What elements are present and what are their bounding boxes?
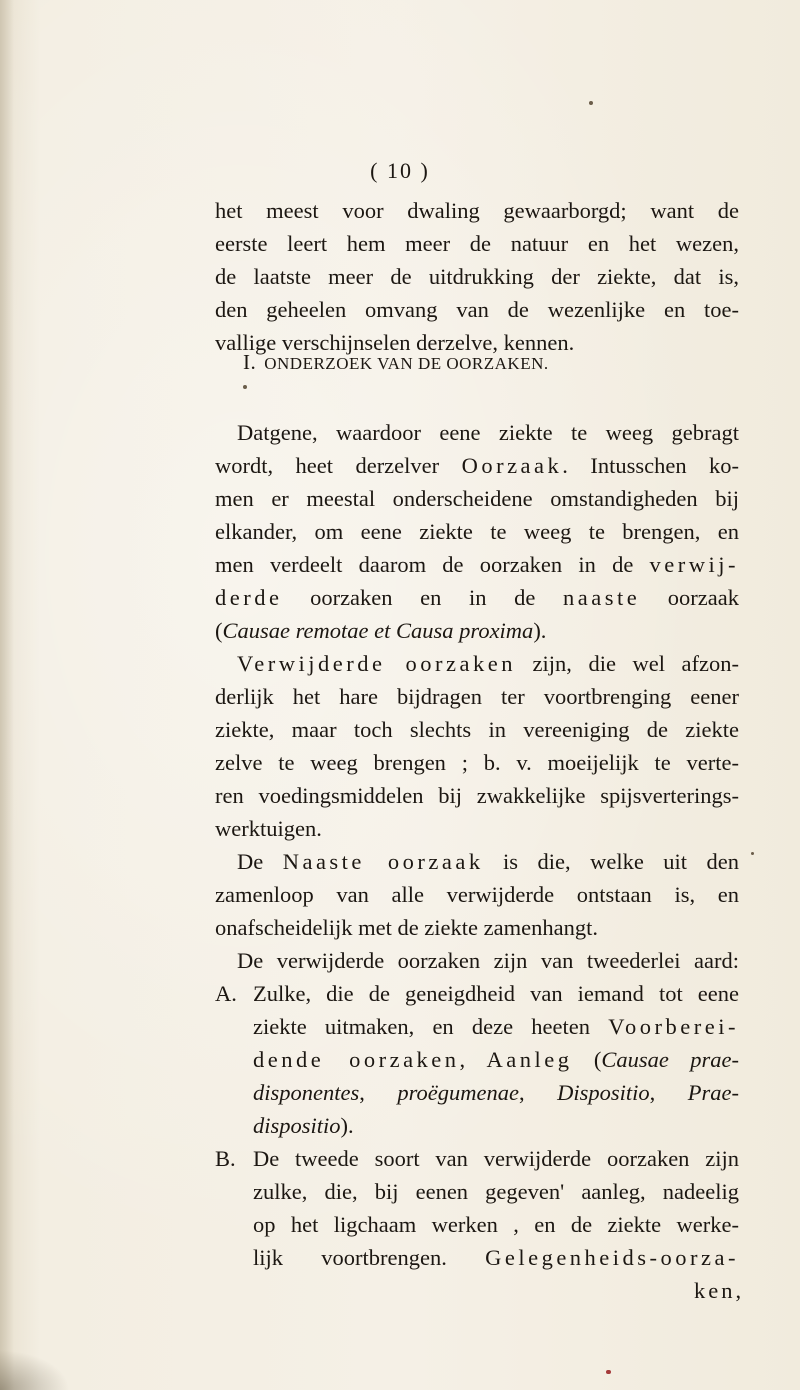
text-line: ziekte, maar toch slechts in vereeniging de ziekte (215, 717, 739, 742)
term-verwijderde-oorzaken: Verwijderde oorzaken (237, 651, 516, 676)
text-line: wordt, heet derzelver Oorzaak. Intusschen ko- (215, 453, 739, 478)
section-number: I. (243, 350, 257, 374)
text-line: den geheelen omvang van de wezenlijke en toe- (215, 297, 739, 322)
text-line: Datgene, waardoor eene ziekte te weeg gebragt (237, 420, 739, 445)
text-line: werktuigen. (215, 816, 322, 841)
text-line: lijk voortbrengen. Gelegenheids-oorza- (253, 1245, 739, 1270)
paper-speck (243, 385, 247, 389)
text-line: elkander, om eene ziekte te weeg te brengen, en (215, 519, 739, 544)
item-label-b: B. (215, 1146, 236, 1171)
text-line: op het ligchaam werken , en de ziekte werke- (253, 1212, 739, 1237)
catchword: ken, (694, 1278, 745, 1303)
text-line: derlijk het hare bijdragen ter voortbrenging eener (215, 684, 739, 709)
paper-speck (589, 101, 593, 105)
page-number: ( 10 ) (370, 158, 430, 183)
text-line: onafscheidelijk met de ziekte zamenhangt. (215, 915, 598, 940)
text-line: men verdeelt daarom de oorzaken in de verwij- (215, 552, 739, 577)
text-line: De Naaste oorzaak is die, welke uit den (237, 849, 739, 874)
paper-speck (751, 852, 754, 855)
section-heading (243, 346, 643, 381)
section-title: ONDERZOEK VAN DE OORZAKEN. (264, 354, 549, 373)
text-line: De verwijderde oorzaken zijn van tweederlei aard: (237, 948, 739, 973)
text-line: (Causae remotae et Causa proxima). (215, 618, 547, 643)
text-line: eerste leert hem meer de natuur en het wezen, (215, 231, 739, 256)
text-line: ziekte uitmaken, en deze heeten Voorberei- (253, 1014, 739, 1039)
text-line: Zulke, die de geneigdheid van iemand tot eene (253, 981, 739, 1006)
term-aanleg: Aanleg (486, 1047, 573, 1072)
text-line: men er meestal onderscheidene omstandigheden bij (215, 486, 739, 511)
text-line: zelve te weeg brengen ; b. v. moeijelijk te verte- (215, 750, 739, 775)
term-oorzaak: Oorzaak (461, 453, 563, 478)
text-line: de laatste meer de uitdrukking der ziekte, dat is, (215, 264, 739, 289)
latin-term: Causae remotae et Causa proxima (222, 618, 534, 643)
text-line: dispositio). (253, 1113, 354, 1138)
text-line: dende oorzaken, Aanleg (Causae prae- (253, 1047, 739, 1072)
text-line: Verwijderde oorzaken zijn, die wel afzon- (237, 651, 740, 676)
text-line: het meest voor dwaling gewaarborgd; want de (215, 198, 739, 223)
term-verwijderde: verwij- (649, 552, 739, 577)
paper-speck (606, 1370, 611, 1374)
text-line: zulke, die, bij eenen gegeven' aanleg, nadeelig (253, 1179, 739, 1204)
term-naaste: naaste (562, 585, 641, 610)
item-label-a: A. (215, 981, 237, 1006)
text-line: zamenloop van alle verwijderde ontstaan is, en (215, 882, 739, 907)
corner-smudge (0, 1350, 70, 1390)
text-line: derde oorzaken en in de naaste oorzaak (215, 585, 740, 610)
term-voorberei: Voorberei- (608, 1014, 739, 1039)
text-line: De tweede soort van verwijderde oorzaken zijn (253, 1146, 739, 1171)
text-line: disponentes, proëgumenae, Dispositio, Prae- (253, 1080, 740, 1105)
text-line: vallige verschijnselen derzelve, kennen. (215, 330, 575, 355)
term-naaste-oorzaak: Naaste oorzaak (282, 849, 484, 874)
term-gelegenheids: Gelegenheids-oorza- (485, 1245, 739, 1270)
page-edge-shadow (0, 0, 14, 1390)
text-line: ren voedingsmiddelen bij zwakkelijke spijsverterings- (215, 783, 739, 808)
